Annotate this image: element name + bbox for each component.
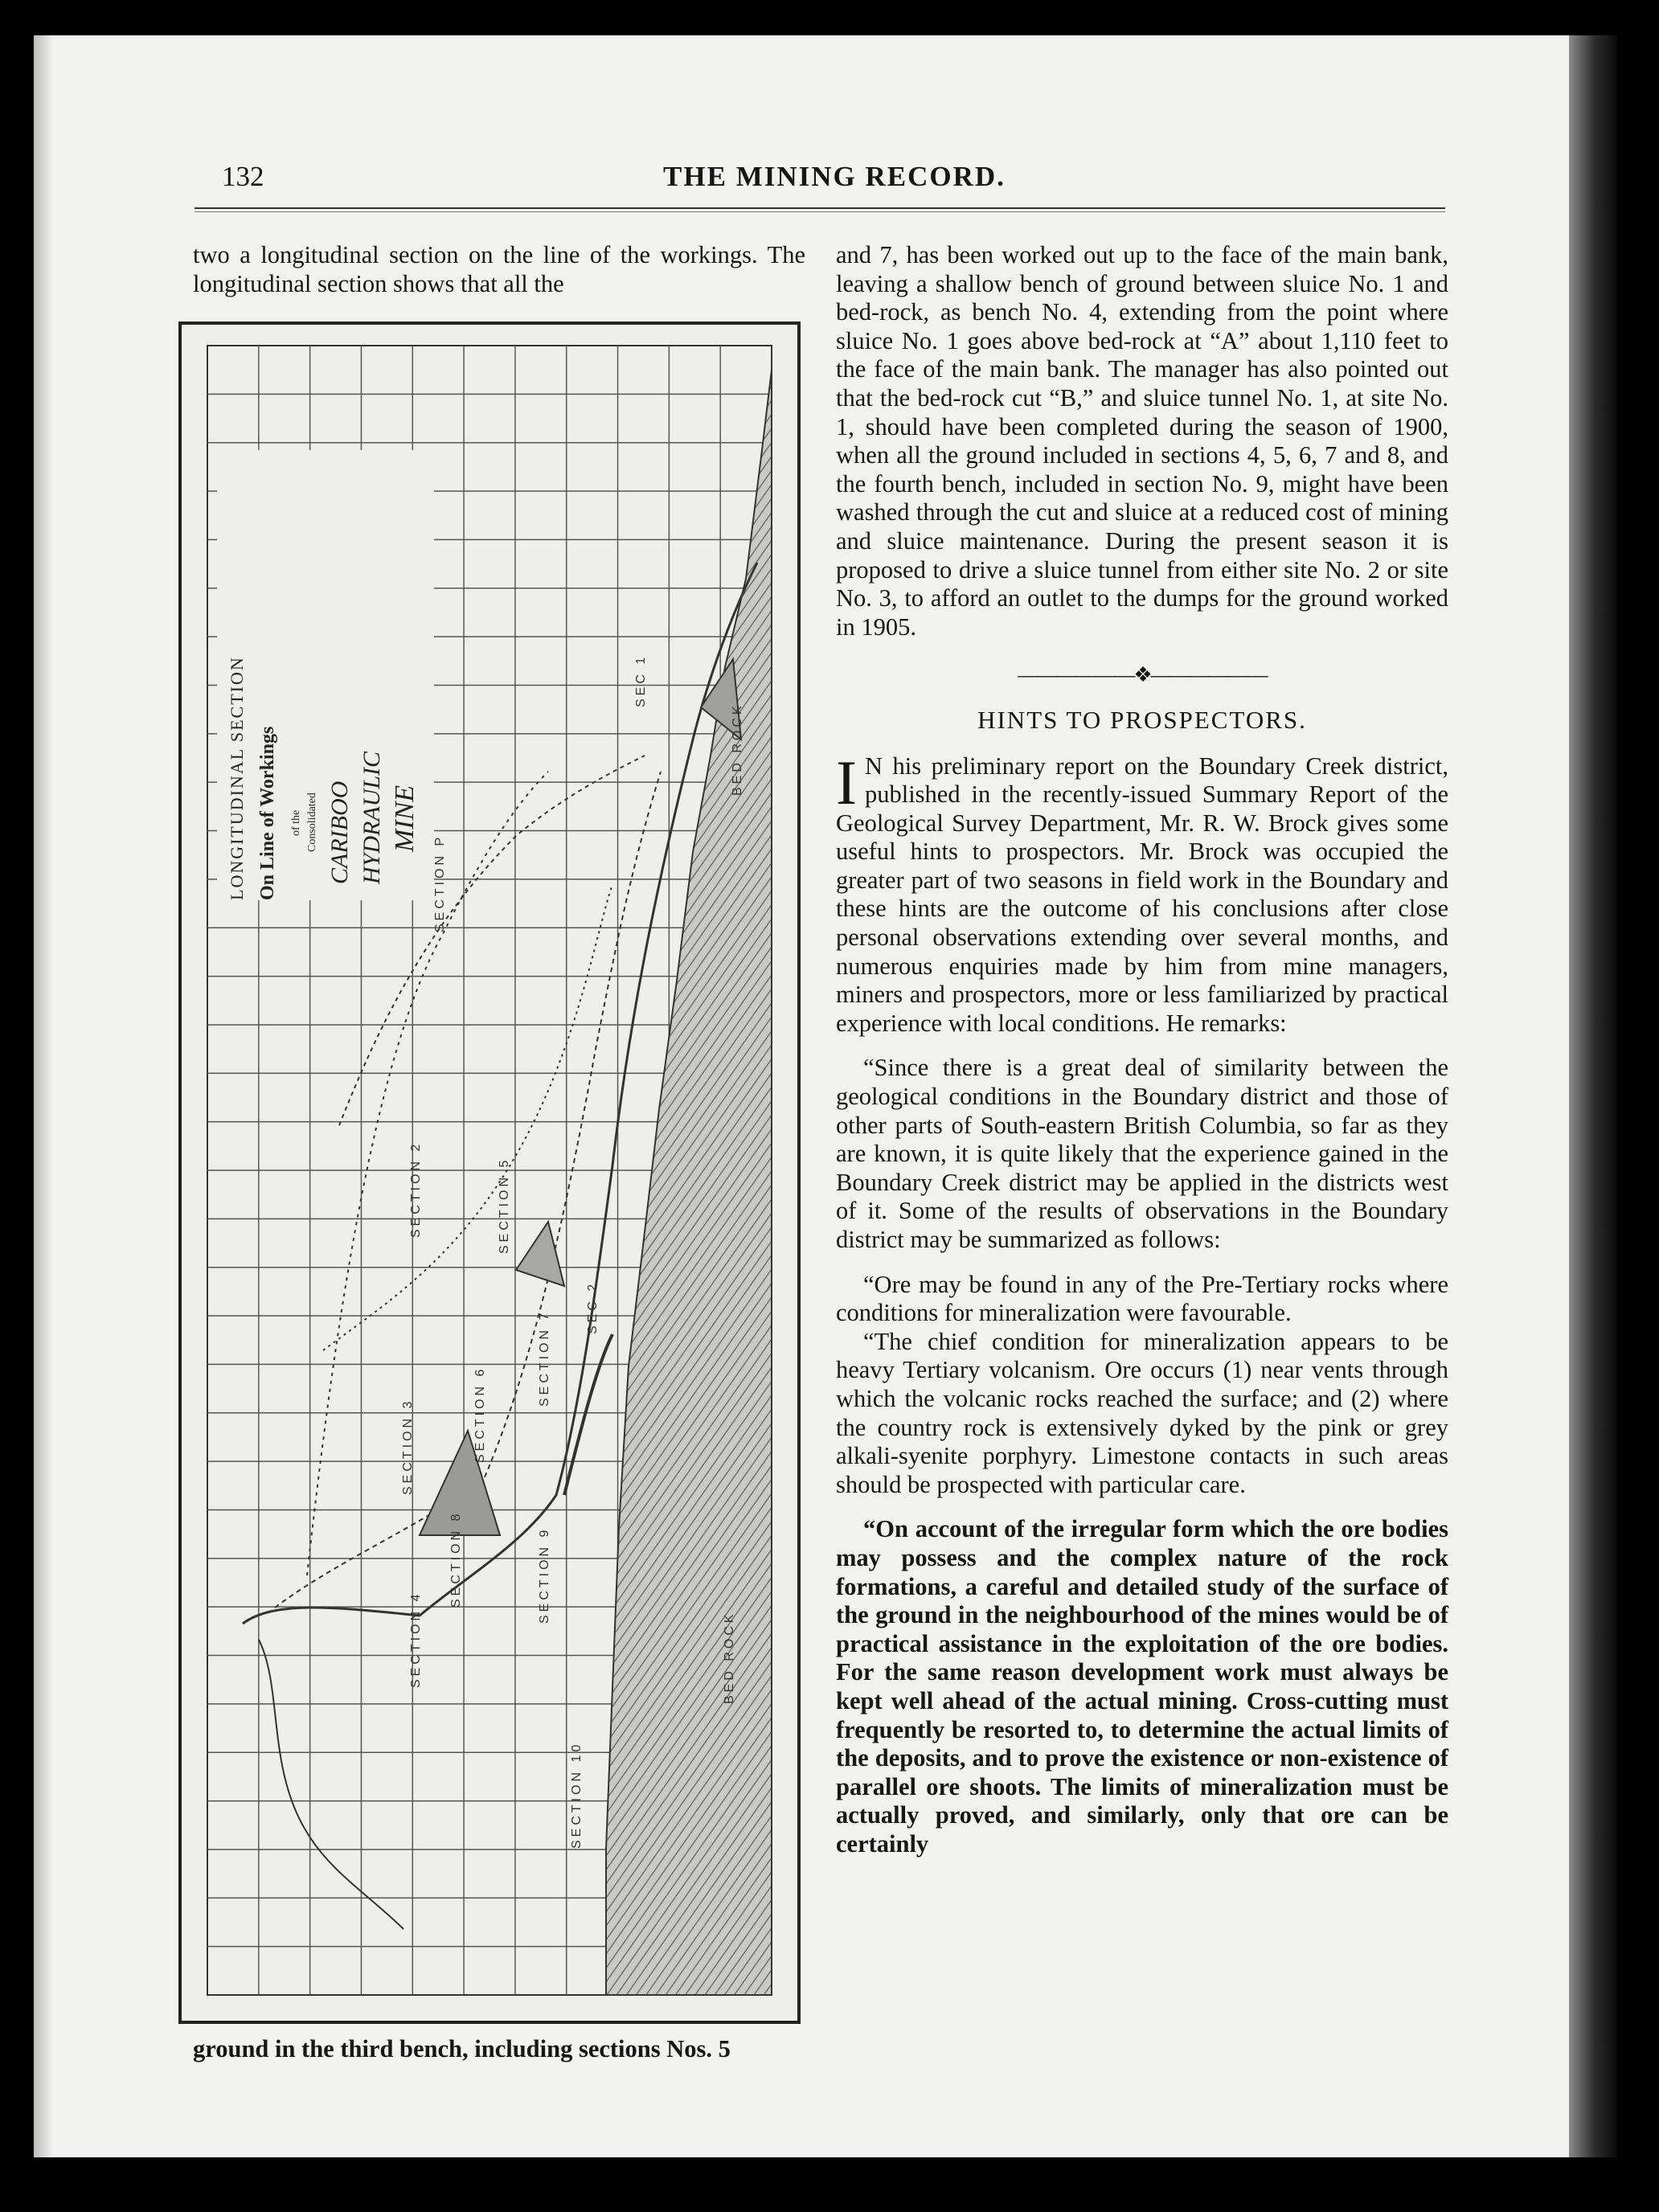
paragraph: “Ore may be found in any of the Pre-Tertiary rocks where conditions for mineralization were favourable. <box>836 1270 1448 1327</box>
page-left-edge-shadow <box>34 35 53 2157</box>
figure-title-line: of the <box>290 809 302 836</box>
section-label: SECTION 9 <box>538 1526 551 1624</box>
paragraph: “On account of the irregular form which the ore bodies may possess and the complex nature of the rock formations, a careful and detailed study of the surface of the ground in the neighbourhood of the mines would be of practical assistance in the exploitation of the ore bodies. For the same reason development work must always be kept well ahead of the actual mining. Cross-cutting must frequently be resorted to, to determine the actual limits of the deposits, and to prove the existence or non-existence of parallel ore shoots. The limits of mineralization must be actually proved, and similarly, only that ore can be certainly <box>836 1515 1448 1858</box>
page-number: 132 <box>222 161 264 192</box>
section-divider: ——————❖—————— <box>1018 663 1267 687</box>
section-drawing <box>178 322 801 2024</box>
figure-title-block <box>217 450 434 900</box>
section-label: SEC 1 <box>634 653 648 707</box>
left-column-top-text <box>193 241 805 298</box>
section-label: SECTION 8 <box>449 1510 463 1608</box>
header-rule <box>195 207 1445 212</box>
paragraph-with-dropcap <box>836 747 1448 1038</box>
paragraph: and 7, has been worked out up to the face of the main bank, leaving a shallow bench of ground between sluice No. 1 and bed-rock, as bench No. 4, extending from the point where sluice No. 1 goes above bed-rock at “A” about 1,110 feet to the face of the main bank. The manager has also pointed out that the bed-rock cut “B,” and sluice tunnel No. 1, at site No. 1, should have been completed during the season of 1900, when all the ground included in sections 4, 5, 6, 7 and 8, and the fourth bench, included in section No. 9, might have been washed through the cut and sluice at a reduced cost of mining and sluice maintenance. During the present season it is proposed to drive a sluice tunnel from either site No. 2 or site No. 3, to afford an outlet to the dumps for the ground worked in 1905. <box>836 241 1448 641</box>
section-label: SECTION 2 <box>409 1141 423 1238</box>
section-heading: HINTS TO PROSPECTORS. <box>977 705 1307 734</box>
figure-title-line: HYDRAULIC <box>358 751 385 884</box>
figure-title-line: On Line of Workings <box>257 726 278 900</box>
section-label: BED ROCK <box>723 1611 736 1704</box>
figure-title-line: LONGITUDINAL SECTION <box>227 656 247 900</box>
figure-title-line: Consolidated <box>306 793 318 852</box>
figure-title-line: CARIBOO <box>326 780 353 884</box>
dropcap: I <box>836 747 857 817</box>
right-column <box>836 241 1448 1858</box>
left-column-bottom-text <box>193 2035 805 2064</box>
running-head: THE MINING RECORD. <box>663 161 1006 192</box>
section-label: SEC 2 <box>586 1280 600 1334</box>
section-label: SECTION 3 <box>401 1398 415 1495</box>
left-column-paragraph: two a longitudinal section on the line of the workings. The longitudinal section shows that all the <box>193 241 805 297</box>
section-label: SECTION 5 <box>498 1157 511 1254</box>
paragraph: “Since there is a great deal of similarity between the geological conditions in the Boundary district and those of other parts of South-eastern British Columbia, so far as they are known, it is quite likely that the experience gained in the Boundary Creek district may be applied in the districts west of it. Some of the results of observations in the Boundary district may be summarized as follows: <box>836 1054 1448 1253</box>
paragraph-text: N his preliminary report on the Boundary Creek district, published in the recently-issued Summary Report of the Geological Survey Department, Mr. R. W. Brock gives some useful hints to prospectors. Mr. Brock was occupied the greater part of two seasons in field work in the Boundary and these hints are the outcome of his conclusions after close personal observations extending over several months, and numerous enquiries made by him from mine managers, miners and prospectors, more or less familiarized by practical experience with local conditions. He remarks: <box>836 752 1448 1037</box>
figure-title-line: MINE <box>390 784 420 852</box>
section-label: SECTION 10 <box>570 1741 584 1849</box>
section-label: SECTION 7 <box>538 1309 551 1407</box>
section-label: SECTION 4 <box>409 1591 423 1688</box>
longitudinal-section-figure <box>178 322 801 2024</box>
page-header <box>222 161 1447 193</box>
section-label: SECTION 6 <box>473 1366 487 1463</box>
left-column-paragraph: ground in the third bench, including sections Nos. 5 <box>193 2035 731 2062</box>
section-label: BED ROCK <box>731 703 744 796</box>
section-label: SECTION P <box>433 834 447 932</box>
page-gutter-shadow <box>1569 35 1617 2157</box>
paragraph: “The chief condition for mineralization appears to be heavy Tertiary volcanism. Ore occurs (1) near vents through which the volcanic rocks reached the surface; and (2) where the country rock is extensively dyked by the pink or grey alkali-syenite porphyry. Limestone contacts in such areas should be prospected with particular care. <box>836 1327 1448 1498</box>
